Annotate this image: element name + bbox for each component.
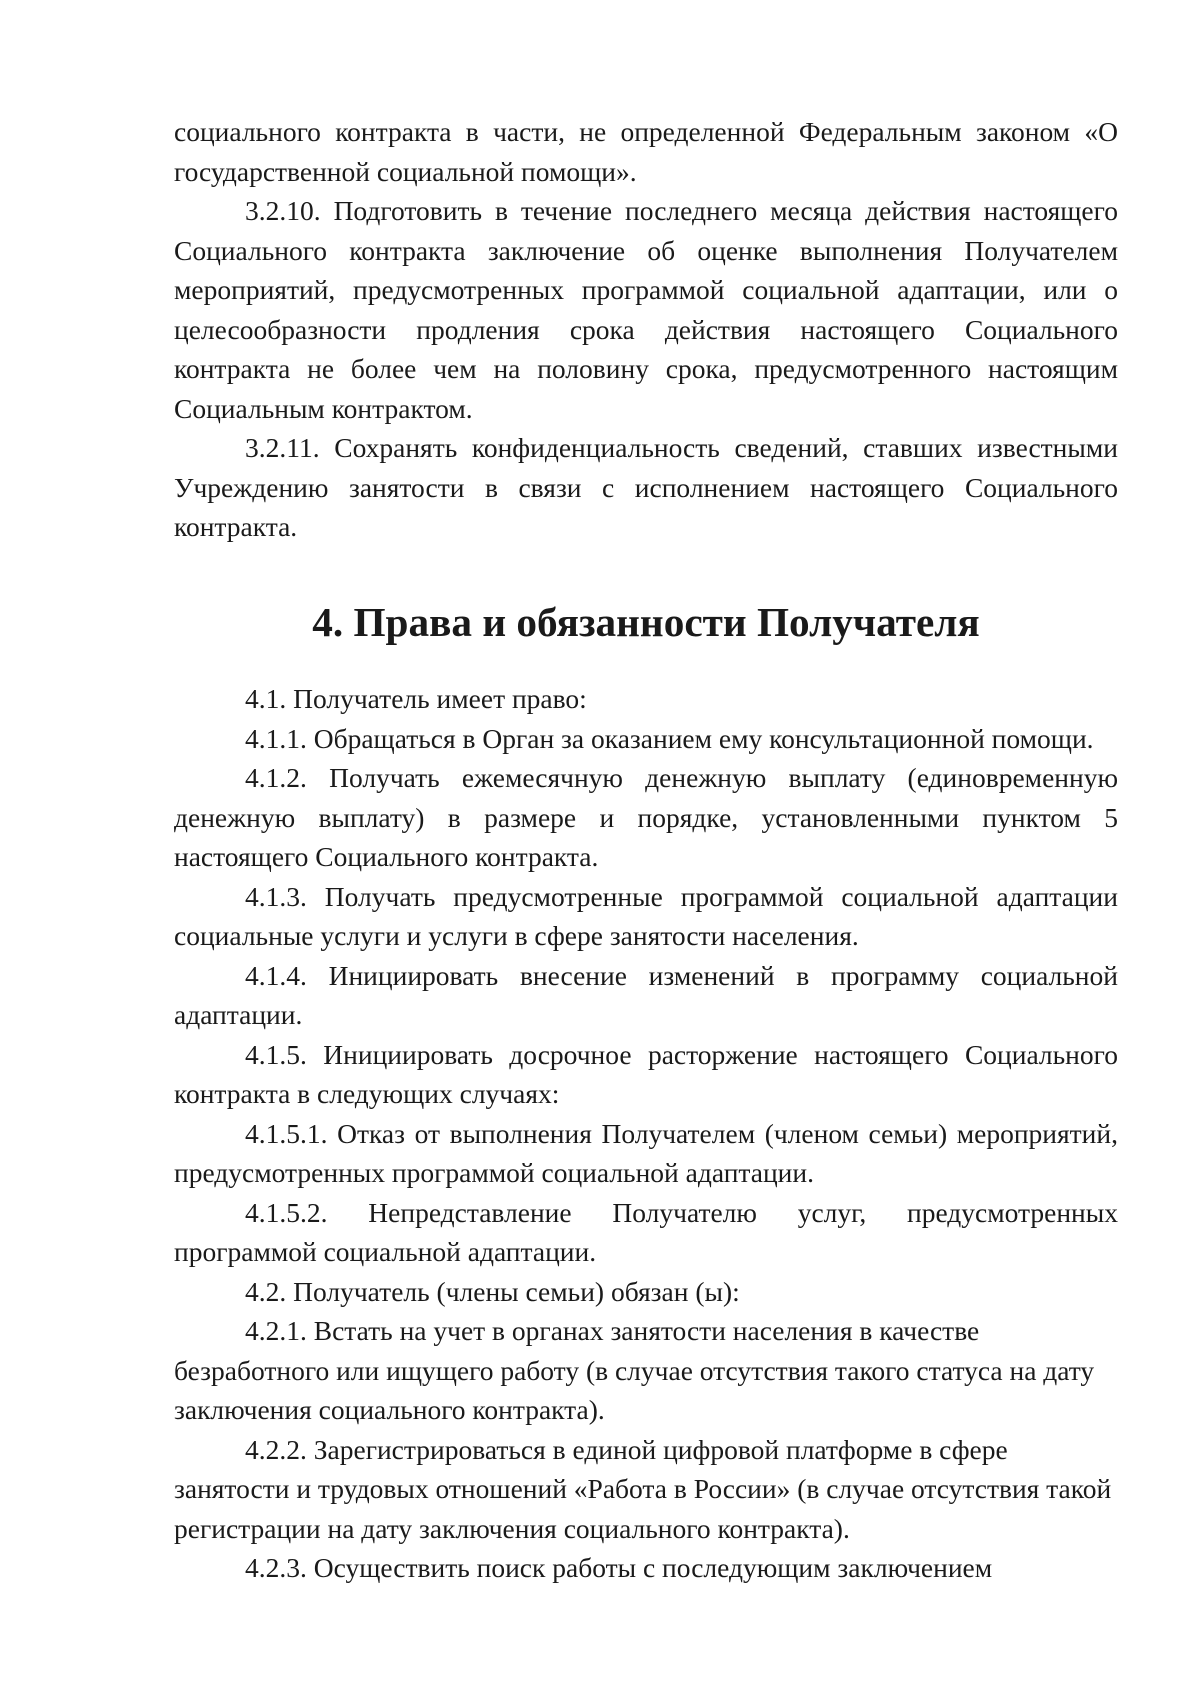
- paragraph-continuation: социального контракта в части, не определенной Федеральным законом «О государственной социальной помощи».: [174, 116, 1118, 187]
- paragraph-4-1-5: 4.1.5. Инициировать досрочное расторжение настоящего Социального контракта в следующих случаях:: [174, 1038, 1118, 1109]
- paragraph-4-2-3: 4.2.3. Осуществить поиск работы с последующим заключением: [245, 1552, 993, 1583]
- paragraph-4-2-2: 4.2.2. Зарегистрироваться в единой цифровой платформе в сфере занятости и трудовых отношений «Работа в России» (в случае отсутствия такой регистрации на дату заключения социального контракта).: [174, 1433, 1112, 1544]
- paragraph-4-1-3: 4.1.3. Получать предусмотренные программой социальной адаптации социальные услуги и услуги в сфере занятости населения.: [174, 880, 1118, 951]
- paragraph-4-1-4: 4.1.4. Инициировать внесение изменений в программу социальной адаптации.: [174, 959, 1118, 1030]
- document-body: [174, 112, 1118, 1588]
- paragraph-4-1: 4.1. Получатель имеет право:: [245, 683, 587, 714]
- section-heading: 4. Права и обязанности Получателя: [312, 598, 980, 645]
- paragraph-3-2-11: 3.2.11. Сохранять конфиденциальность сведений, ставших известными Учреждению занятости в связи с исполнением настоящего Социального контракта.: [174, 432, 1118, 542]
- paragraph-4-1-5-1: 4.1.5.1. Отказ от выполнения Получателем (членом семьи) мероприятий, предусмотренных программой социальной адаптации.: [174, 1117, 1118, 1188]
- paragraph-4-2-1: 4.2.1. Встать на учет в органах занятости населения в качестве безработного или ищущего работу (в случае отсутствия такого статуса на дату заключения социального контракта).: [174, 1315, 1095, 1425]
- paragraph-4-1-5-2: 4.1.5.2. Непредставление Получателю услуг, предусмотренных программой социальной адаптации.: [174, 1196, 1118, 1267]
- paragraph-3-2-10: 3.2.10. Подготовить в течение последнего месяца действия настоящего Социального контракта заключение об оценке выполнения Получателем мероприятий, предусмотренных программой социальной адаптации, или о целесообразности продления срока действия настоящего Социального контракта не более чем на половину срока, предусмотренного настоящим Социальным контрактом.: [174, 195, 1118, 424]
- paragraph-4-1-1: 4.1.1. Обращаться в Орган за оказанием ему консультационной помощи.: [245, 722, 1094, 754]
- paragraph-4-1-2: 4.1.2. Получать ежемесячную денежную выплату (единовременную денежную выплату) в размере и порядке, установленными пунктом 5 настоящего Социального контракта.: [174, 762, 1118, 872]
- paragraph-4-2: 4.2. Получатель (члены семьи) обязан (ы):: [245, 1275, 740, 1307]
